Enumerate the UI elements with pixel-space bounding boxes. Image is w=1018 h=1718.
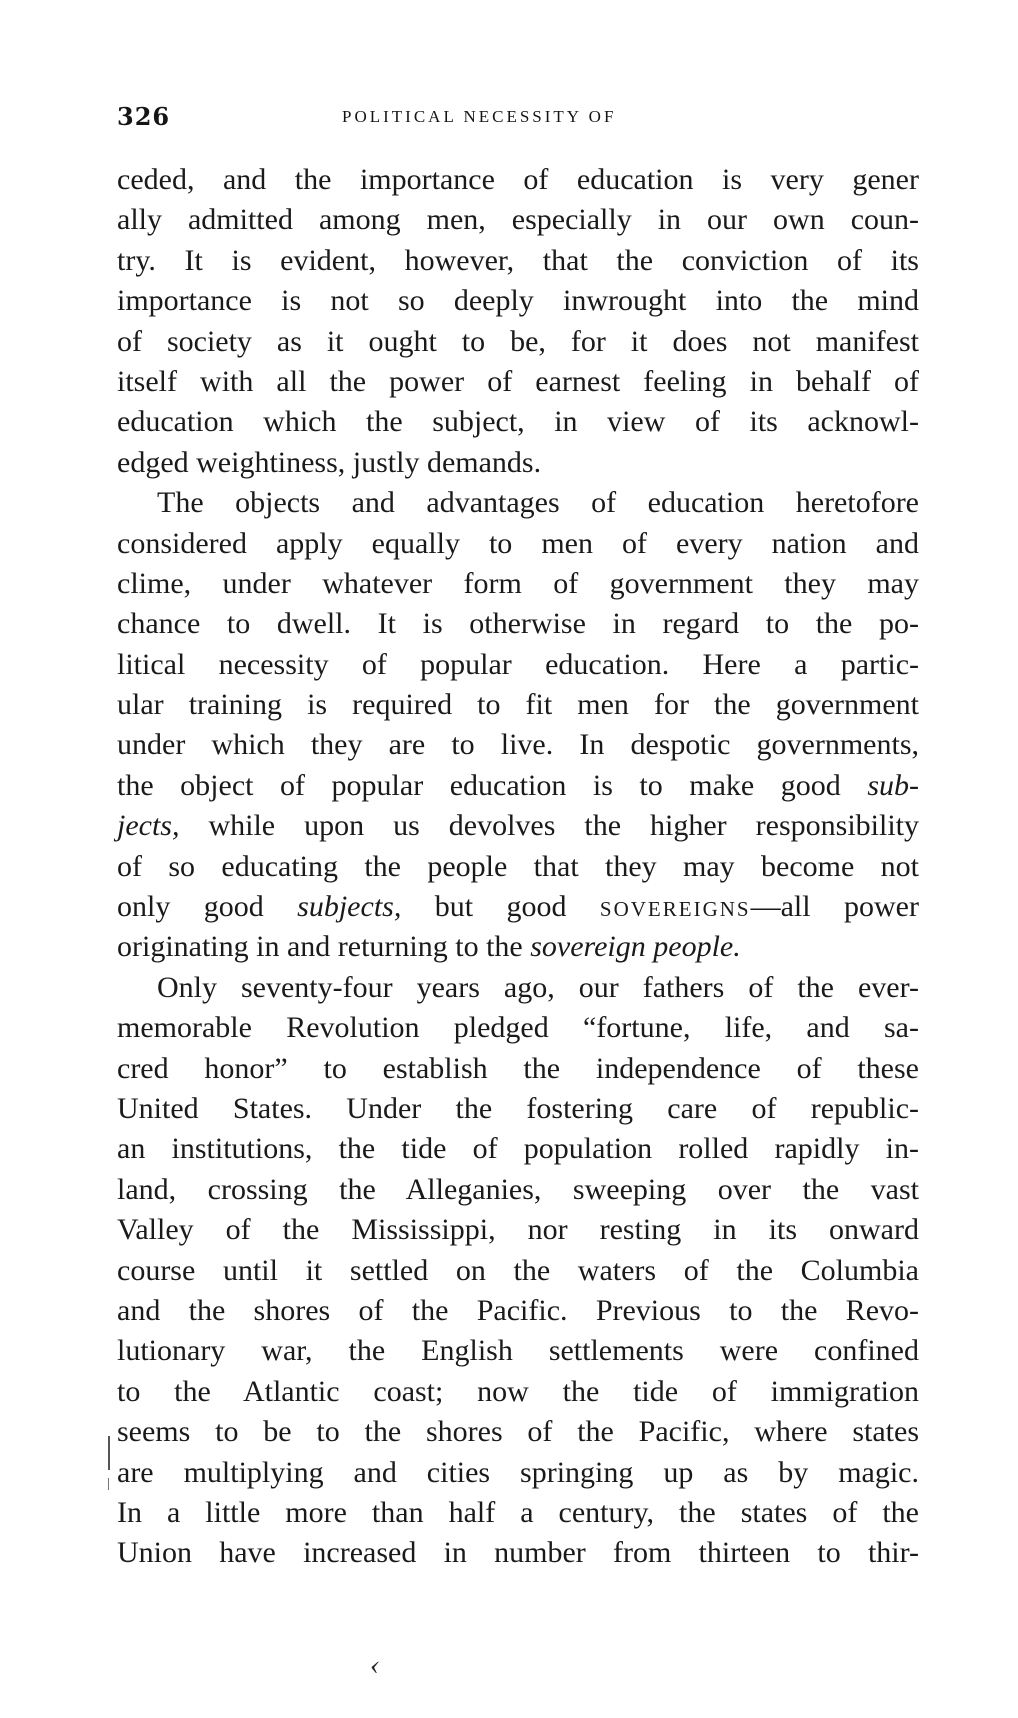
smallcaps-text: SOVEREIGNS — [599, 897, 751, 922]
text-line: and the shores of the Pacific. Previous to the Revo- — [117, 1293, 919, 1327]
text-line: memorable Revolution pledged “fortune, life, and sa- — [117, 1011, 919, 1045]
text-line: itself with all the power of earnest feeling in behalf of — [117, 364, 919, 398]
text-line: to the Atlantic coast; now the tide of immigration — [117, 1374, 919, 1408]
margin-mark — [108, 1436, 110, 1470]
text-line: are multiplying and cities springing up as by magic. — [117, 1455, 919, 1489]
text-line: The objects and advantages of education heretofore — [157, 486, 919, 520]
text-line: ular training is required to fit men for the government — [117, 688, 919, 722]
paragraph-3 — [117, 968, 919, 1574]
signature-mark: ‹ — [370, 1648, 380, 1681]
text-line: Valley of the Mississippi, nor resting in its onward — [117, 1213, 919, 1247]
text-line: lutionary war, the English settlements were confined — [117, 1334, 919, 1368]
text-line: importance is not so deeply inwrought into the mind — [117, 284, 919, 318]
text-span: only good — [117, 890, 298, 924]
italic-text: sub- — [867, 768, 919, 802]
text-line: ally admitted among men, especially in our own coun- — [117, 203, 919, 237]
margin-mark — [108, 1478, 109, 1490]
text-line: land, crossing the Alleganies, sweeping over the vast — [117, 1172, 919, 1206]
text-line — [117, 927, 919, 967]
page-header — [117, 102, 917, 132]
text-line: of society as it ought to be, for it does not manifest — [117, 324, 919, 358]
text-span: —all power — [750, 890, 919, 924]
running-head: POLITICAL NECESSITY OF — [342, 107, 617, 126]
text-line: litical necessity of popular education. Here a partic- — [117, 647, 919, 681]
text-line: chance to dwell. It is otherwise in regard to the po- — [117, 607, 919, 641]
text-line: education which the subject, in view of its acknowl- — [117, 405, 919, 439]
text-line — [117, 766, 919, 806]
text-line: In a little more than half a century, the states of the — [117, 1495, 919, 1529]
text-line: of so educating the people that they may become not — [117, 849, 919, 883]
text-line: Only seventy-four years ago, our fathers of the ever- — [157, 970, 919, 1004]
italic-text: subjects, — [297, 890, 402, 924]
page-number: 326 — [117, 102, 171, 131]
text-line: ceded, and the importance of education is very gener — [117, 163, 919, 196]
text-span: originating in and returning to the — [117, 930, 531, 964]
paragraph-1 — [117, 160, 919, 483]
paragraph-2 — [117, 483, 919, 968]
text-span: but good — [401, 890, 600, 924]
text-line: United States. Under the fostering care of republic- — [117, 1091, 919, 1125]
text-line: course until it settled on the waters of the Columbia — [117, 1253, 919, 1287]
text-span: while upon us devolves the higher responsibility — [179, 809, 919, 843]
text-line: clime, under whatever form of government they may — [117, 566, 919, 600]
text-line: cred honor” to establish the independence of these — [117, 1051, 919, 1085]
text-line: considered apply equally to men of every nation and — [117, 526, 919, 560]
text-line: Union have increased in number from thirteen to thir- — [117, 1536, 919, 1570]
text-line: an institutions, the tide of population rolled rapidly in- — [117, 1132, 919, 1166]
text-line — [117, 806, 919, 846]
text-line: seems to be to the shores of the Pacific, where states — [117, 1415, 919, 1449]
body-text — [117, 160, 919, 1574]
italic-text: sovereign people. — [530, 930, 741, 964]
text-line: try. It is evident, however, that the conviction of its — [117, 243, 919, 277]
italic-text: jects, — [117, 809, 180, 843]
text-line: under which they are to live. In despotic governments, — [117, 728, 919, 762]
text-line — [117, 887, 919, 927]
text-line: edged weightiness, justly demands. — [117, 445, 542, 479]
text-span: the object of popular education is to make good — [117, 768, 868, 802]
